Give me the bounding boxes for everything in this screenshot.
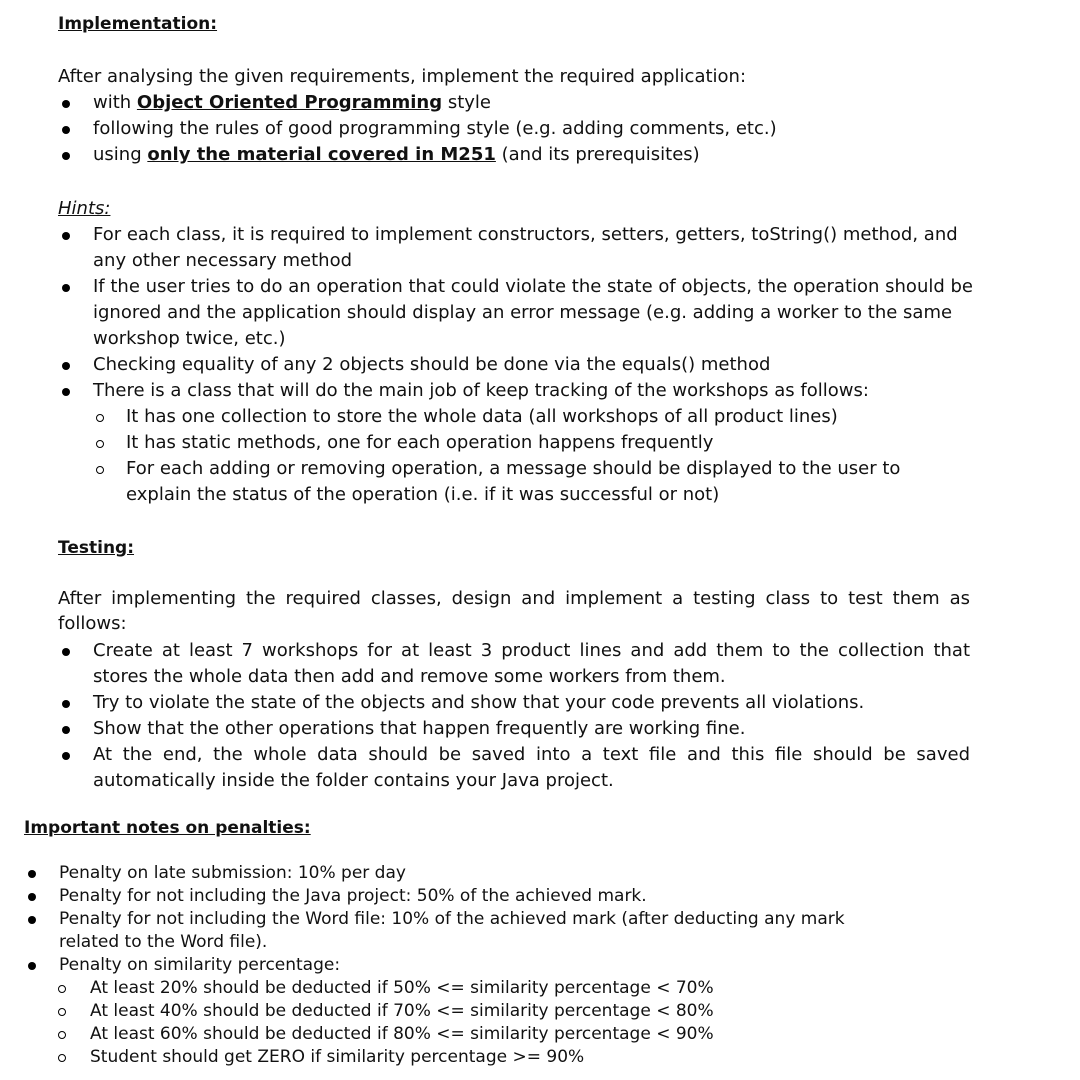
- bullet-icon: [28, 893, 36, 901]
- implementation-intro: After analysing the given requirements, implement the required application:: [58, 66, 747, 87]
- bullet-icon: [62, 126, 70, 134]
- sub-list-item: [24, 1023, 904, 1046]
- item-emphasis: Object Oriented Programming: [136, 92, 443, 113]
- bullet-icon: [62, 362, 70, 370]
- circle-bullet-icon: [58, 985, 66, 993]
- item-text: At least 60% should be deducted if 80% <= similarity percentage < 90%: [90, 1024, 714, 1044]
- list-item: [58, 742, 970, 794]
- item-text: (and its prerequisites): [495, 144, 700, 165]
- list-item: [58, 716, 970, 742]
- item-text: If the user tries to do an operation that could violate the state of objects, the operation should be ignored and the application should display an error message (e.g. adding a worker to the same workshop twice, etc.): [93, 276, 973, 349]
- bullet-icon: [62, 752, 70, 760]
- item-text: At least 20% should be deducted if 50% <= similarity percentage < 70%: [90, 978, 714, 998]
- penalties-heading: Important notes on penalties:: [24, 818, 311, 838]
- sub-list-item: [24, 1046, 904, 1069]
- list-item: [24, 908, 904, 954]
- testing-intro: After implementing the required classes, design and implement a testing class to test them as follows:: [58, 588, 970, 634]
- circle-bullet-icon: [58, 1008, 66, 1016]
- penalties-list: [24, 862, 904, 1069]
- bullet-icon: [62, 388, 70, 396]
- item-text: Student should get ZERO if similarity percentage >= 90%: [90, 1047, 585, 1067]
- item-emphasis: only the material covered in M251: [147, 144, 496, 165]
- item-text: At least 40% should be deducted if 70% <= similarity percentage < 80%: [90, 1001, 714, 1021]
- item-text: Penalty on late submission: 10% per day: [59, 863, 406, 883]
- hints-heading: Hints:: [58, 198, 111, 219]
- circle-bullet-icon: [58, 1054, 66, 1062]
- item-text: Create at least 7 workshops for at least 3 product lines and add them to the collection that stores the whole data then add and remove some workers from them.: [93, 640, 970, 687]
- sub-list-item: [24, 1000, 904, 1023]
- list-item: [58, 274, 978, 352]
- item-text: following the rules of good programming style (e.g. adding comments, etc.): [93, 118, 777, 139]
- bullet-icon: [62, 100, 70, 108]
- bullet-icon: [62, 726, 70, 734]
- item-text: There is a class that will do the main job of keep tracking of the workshops as follows:: [93, 380, 869, 401]
- bullet-icon: [62, 152, 70, 160]
- list-item: [24, 885, 904, 908]
- item-text: At the end, the whole data should be saved into a text file and this file should be saved automatically inside the folder contains your Java project.: [93, 744, 970, 791]
- implementation-list: [58, 90, 988, 168]
- item-text: It has static methods, one for each operation happens frequently: [126, 432, 714, 453]
- list-item: [58, 222, 978, 274]
- item-text: with: [93, 92, 137, 113]
- bullet-icon: [62, 648, 70, 656]
- bullet-icon: [62, 700, 70, 708]
- item-text: Penalty for not including the Java project: 50% of the achieved mark.: [59, 886, 647, 906]
- list-item: [24, 862, 904, 885]
- bullet-icon: [28, 962, 36, 970]
- sub-list-item: [58, 404, 978, 430]
- circle-bullet-icon: [96, 440, 104, 448]
- item-text: For each class, it is required to implement constructors, setters, getters, toString() method, and any other necessary method: [93, 224, 958, 271]
- item-text: It has one collection to store the whole data (all workshops of all product lines): [126, 406, 838, 427]
- item-text: For each adding or removing operation, a message should be displayed to the user to explain the status of the operation (i.e. if it was successful or not): [126, 458, 901, 505]
- circle-bullet-icon: [96, 466, 104, 474]
- item-text: using: [93, 144, 148, 165]
- item-text: style: [442, 92, 491, 113]
- item-text: Show that the other operations that happen frequently are working fine.: [93, 718, 746, 739]
- bullet-icon: [28, 870, 36, 878]
- list-item: [58, 116, 988, 142]
- testing-heading: Testing:: [58, 538, 135, 558]
- list-item: [58, 378, 978, 404]
- circle-bullet-icon: [58, 1031, 66, 1039]
- bullet-icon: [62, 284, 70, 292]
- item-text: Penalty for not including the Word file: 10% of the achieved mark (after deducting any mark related to the Word file).: [59, 909, 845, 952]
- sub-list-item: [58, 430, 978, 456]
- item-text: Checking equality of any 2 objects should be done via the equals() method: [93, 354, 771, 375]
- list-item: [58, 690, 970, 716]
- item-text: Try to violate the state of the objects and show that your code prevents all violations.: [93, 692, 865, 713]
- sub-list-item: [58, 456, 978, 508]
- testing-list: [58, 638, 970, 794]
- circle-bullet-icon: [96, 414, 104, 422]
- sub-list-item: [24, 977, 904, 1000]
- list-item: [58, 638, 970, 690]
- list-item: [24, 954, 904, 977]
- bullet-icon: [28, 916, 36, 924]
- list-item: [58, 90, 988, 116]
- bullet-icon: [62, 232, 70, 240]
- implementation-heading: Implementation:: [58, 14, 218, 34]
- list-item: [58, 142, 988, 168]
- item-text: Penalty on similarity percentage:: [59, 955, 341, 975]
- hints-list: [58, 222, 978, 508]
- list-item: [58, 352, 978, 378]
